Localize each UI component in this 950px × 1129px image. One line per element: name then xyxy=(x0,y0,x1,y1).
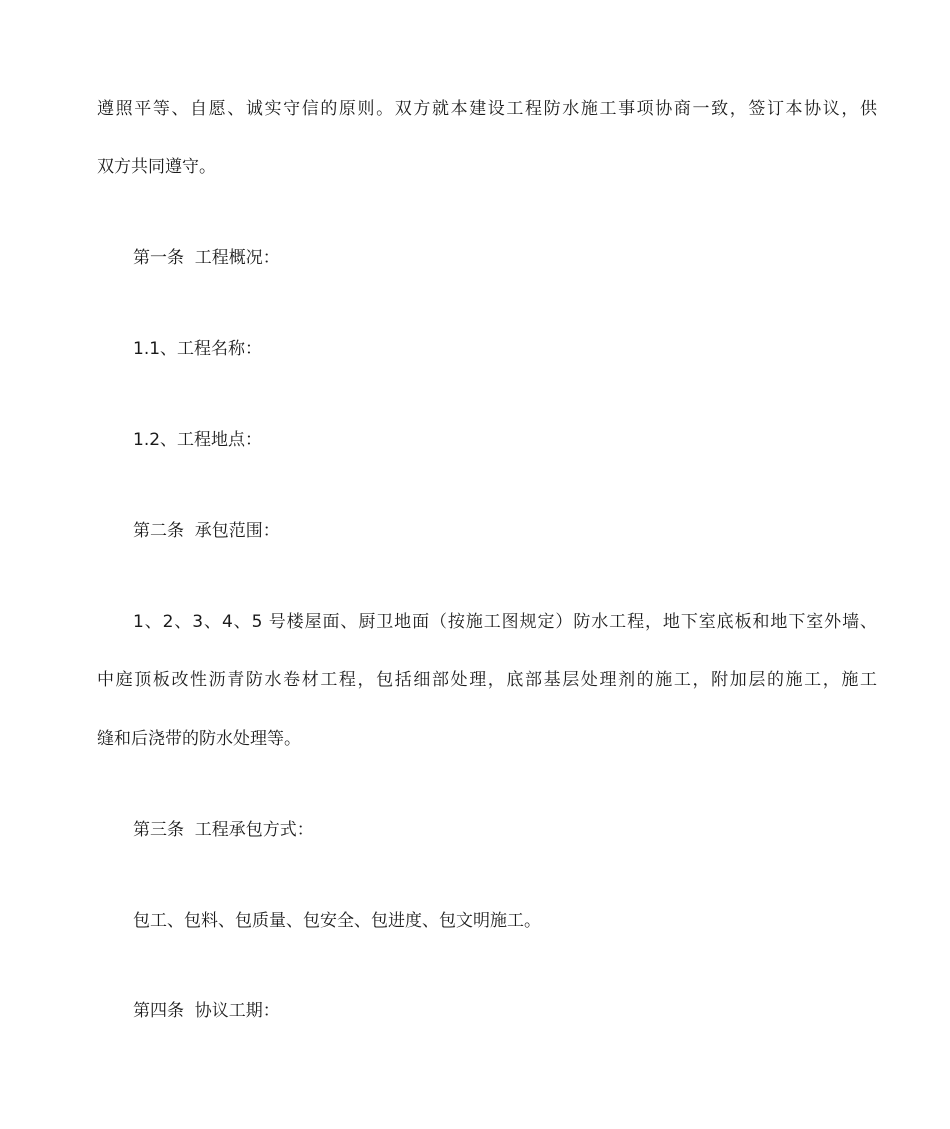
article-1-heading: 第一条 工程概况： xyxy=(133,248,280,268)
preamble-line-1: 遵照平等、自愿、诚实守信的原则。双方就本建设工程防水施工事项协商一致，签订本协议，供 xyxy=(97,99,877,119)
article-3-heading: 第三条 工程承包方式： xyxy=(133,820,314,840)
scope-line-3: 缝和后浇带的防水处理等。 xyxy=(97,729,301,749)
contract-method-text: 包工、包料、包质量、包安全、包进度、包文明施工。 xyxy=(133,911,541,931)
preamble-line-2: 双方共同遵守。 xyxy=(97,157,216,177)
project-location-label: 1.2、工程地点： xyxy=(133,430,263,450)
article-2-heading: 第二条 承包范围： xyxy=(133,521,280,541)
project-name-label: 1.1、工程名称： xyxy=(133,339,263,359)
scope-line-2: 中庭顶板改性沥青防水卷材工程，包括细部处理，底部基层处理剂的施工，附加层的施工，施工 xyxy=(97,670,877,690)
article-4-heading: 第四条 协议工期： xyxy=(133,1001,280,1021)
scope-line-1: 1、2、3、4、5 号楼屋面、厨卫地面（按施工图规定）防水工程，地下室底板和地下室外墙、 xyxy=(133,612,877,632)
